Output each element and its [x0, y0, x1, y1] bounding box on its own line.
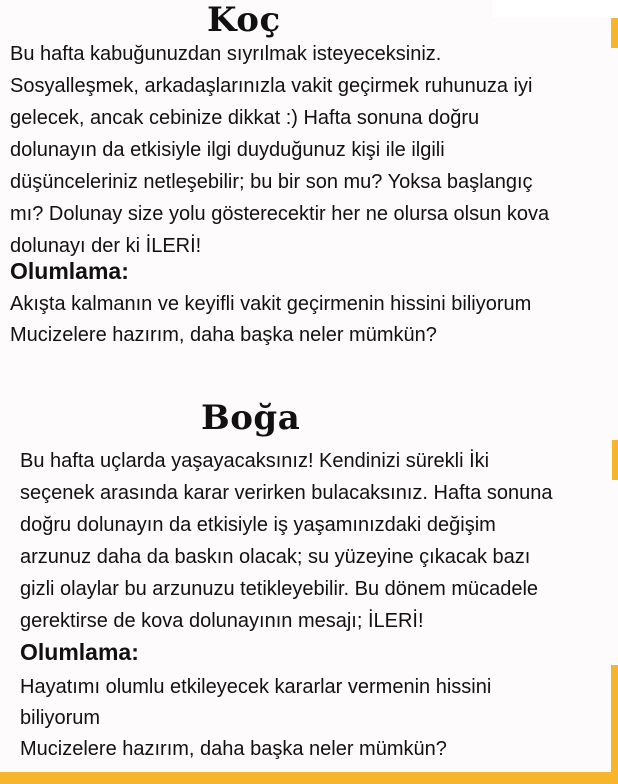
boga-line: gerektirse de kova dolunayının mesajı; İLERİ! — [20, 610, 424, 632]
boga-title: Boğa — [201, 398, 301, 438]
koc-affirmations — [10, 289, 600, 351]
koc-line: Bu hafta kabuğunuzdan sıyrılmak isteyeceksiniz. — [10, 43, 442, 65]
koc-line: düşünceleriniz netleşebilir; bu bir son mu? Yoksa başlangıç — [10, 171, 533, 193]
boga-line: gizli olaylar bu arzunuzu tetikleyebilir. Bu dönem mücadele — [20, 578, 539, 600]
koc-line: dolunayın da etkisiyle ilgi duyduğunuz kişi ile ilgili — [10, 139, 445, 161]
koc-line: gelecek, ancak cebinize dikkat :) Hafta sonuna doğru — [10, 107, 480, 129]
koc-affirmation: Akışta kalmanın ve keyifli vakit geçirmenin hissini biliyorum — [10, 293, 532, 315]
accent-bottom-bar — [0, 772, 618, 784]
koc-line: dolunayı der ki İLERİ! — [10, 235, 202, 257]
koc-line: Sosyalleşmek, arkadaşlarınızla vakit geçirmek ruhunuza iyi — [10, 75, 533, 97]
accent-bar — [611, 18, 618, 48]
boga-paragraph — [20, 445, 618, 637]
koc-affirmation-heading: Olumlama: — [10, 258, 129, 284]
koc-paragraph — [10, 38, 610, 262]
koc-affirmation: Mucizelere hazırım, daha başka neler mümkün? — [10, 324, 437, 346]
boga-affirmation: Hayatımı olumlu etkileyecek kararlar vermenin hissini — [20, 676, 492, 698]
top-right-panel — [492, 0, 618, 18]
boga-line: seçenek arasında karar verirken bulacaksınız. Hafta sonuna — [20, 482, 553, 504]
boga-affirmation: Mucizelere hazırım, daha başka neler mümkün? — [20, 738, 447, 760]
boga-line: Bu hafta uçlarda yaşayacaksınız! Kendinizi sürekli İki — [20, 450, 490, 472]
accent-bar — [611, 665, 618, 784]
koc-line: mı? Dolunay size yolu gösterecektir her ne olursa olsun kova — [10, 203, 550, 225]
boga-affirmations — [20, 672, 610, 765]
boga-line: arzunuz daha da baskın olacak; su yüzeyine çıkacak bazı — [20, 546, 531, 568]
boga-line: doğru dolunayın da etkisiyle iş yaşamınızdaki değişim — [20, 514, 496, 536]
koc-title: Koç — [207, 0, 281, 40]
boga-affirmation: biliyorum — [20, 707, 101, 729]
boga-affirmation-heading: Olumlama: — [20, 639, 139, 665]
